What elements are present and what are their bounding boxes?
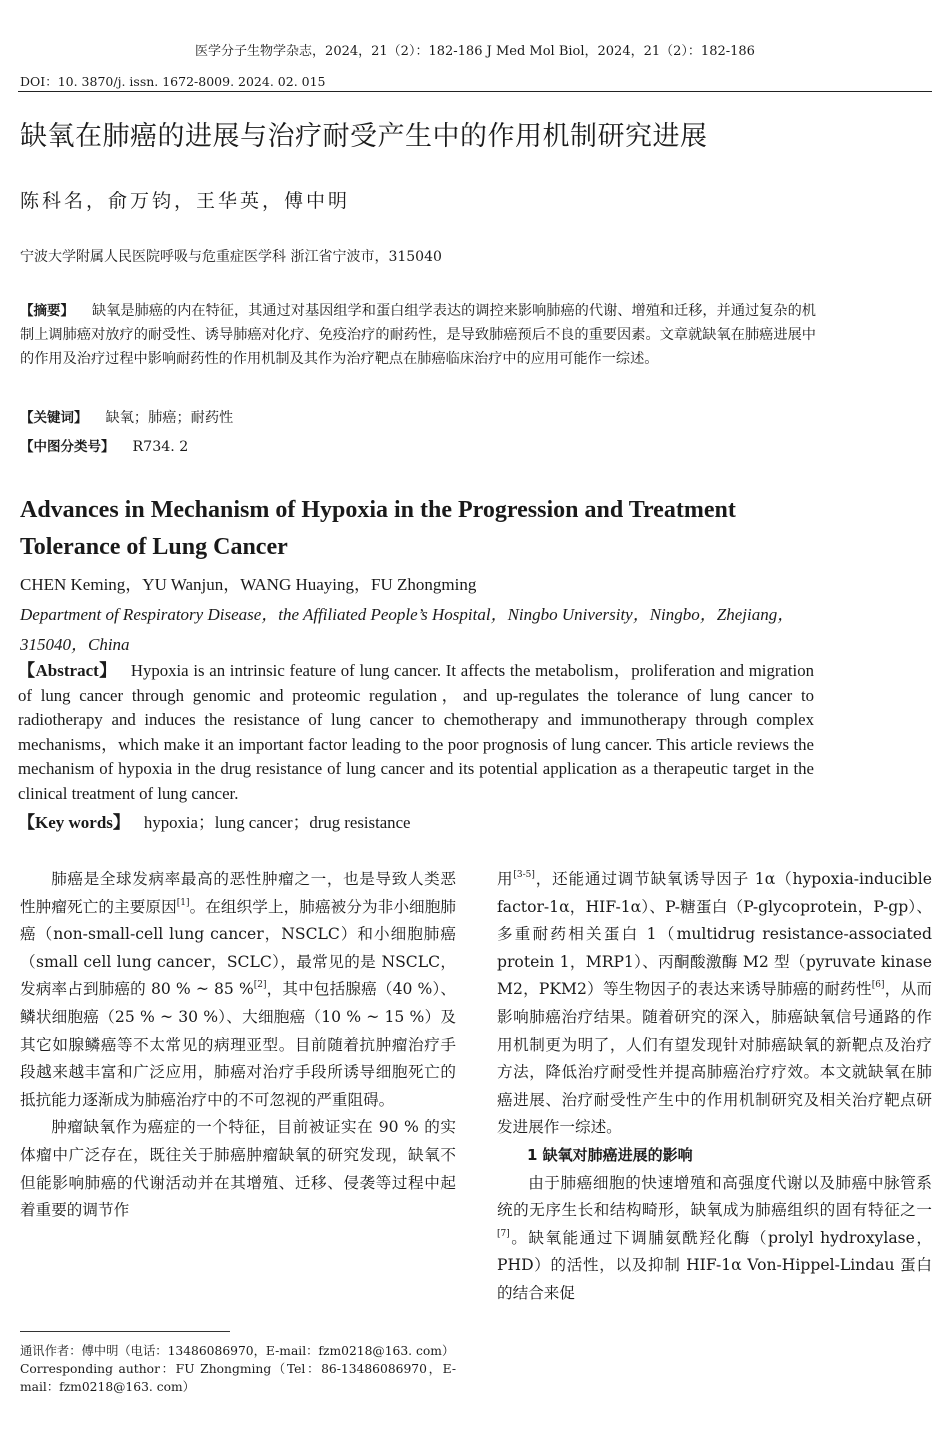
footnote-cn: 通讯作者：傅中明（电话：13486086970，E-mail：fzm0218@163. com）: [20, 1344, 455, 1358]
en-abstract-text: Hypoxia is an intrinsic feature of lung cancer. It affects the metabolism，proliferation and migration of lung cancer through genomic and proteomic regulation，and up-regulates the tolerance of lung cancer to radiotherapy and induces the resistance of lung cancer to chemotherapy and immunotherapy through complex mechanisms，which make it an important factor leading to the poor prognosis of lung cancer. This article reviews the mechanism of hypoxia in the drug resistance of lung cancer and its potential application as a therapeutic target in the clinical treatment of lung cancer.: [18, 661, 815, 803]
english-affiliation: Department of Respiratory Disease，the Affiliated People’s Hospital，Ningbo University，Ningbo，Zhejiang，315040，China: [20, 605, 795, 654]
citation[interactable]: [7]: [497, 1228, 510, 1239]
classification-number: [20, 435, 188, 455]
citation[interactable]: [6]: [871, 980, 885, 991]
citation[interactable]: [1]: [176, 897, 190, 908]
english-title: Advances in Mechanism of Hypoxia in the Progression and Treatment Tolerance of Lung Cancer: [20, 497, 736, 560]
english-abstract: [18, 659, 814, 806]
en-keywords-text: hypoxia；lung cancer；drug resistance: [143, 813, 411, 832]
english-keywords: [18, 808, 410, 833]
footnote-en: Corresponding author：FU Zhongming（Tel：86-13486086970，E-mail：fzm0218@163. com）: [20, 1362, 456, 1394]
section-heading: 1 缺氧对肺癌进展的影响: [527, 1145, 693, 1164]
en-abstract-label: 【Abstract】: [18, 661, 117, 680]
body-left-column: [20, 866, 456, 1225]
body-paragraph: 用[3-5]，还能通过调节缺氧诱导因子 1α（hypoxia-inducible factor-1α，HIF-1α）、P-糖蛋白（P-glycoprotein，P-gp）、多重耐药相关蛋白 1（multidrug resistance-associated protein 1，MRP1）、丙酮酸激酶 M2 型（pyruvate kinase M2，PKM2）等生物因子的表达来诱导肺癌的耐药性[6]，从而影响肺癌治疗结果。随着研究的深入，肺癌缺氧信号通路的作用机制更为明了，人们有望发现针对肺癌缺氧的新靶点及治疗方法，降低治疗耐受性并提高肺癌治疗疗效。本文就缺氧在肺癌进展、治疗耐受性产生中的作用机制研究及相关治疗靶点研发进展作一综述。: [497, 870, 932, 1137]
en-keywords-label: 【Key words】: [18, 813, 130, 832]
chinese-abstract: [20, 299, 816, 371]
body-paragraph: 肿瘤缺氧作为癌症的一个特征，目前被证实在 90 % 的实体瘤中广泛存在，既往关于肺癌肿瘤缺氧的研究发现，缺氧不但能影响肺癌的代谢活动并在其增殖、迁移、侵袭等过程中起着重要的调节作: [20, 1118, 456, 1220]
abstract-label: 【摘要】: [20, 303, 75, 319]
header-rule: [18, 91, 932, 92]
body-right-column: [497, 866, 932, 1308]
chinese-title: 缺氧在肺癌的进展与治疗耐受产生中的作用机制研究进展: [20, 121, 708, 152]
footnote-rule: [20, 1331, 230, 1332]
class-label: 【中图分类号】: [20, 439, 115, 455]
citation[interactable]: [3-5]: [513, 870, 535, 880]
chinese-keywords: [20, 406, 233, 427]
keywords-label: 【关键词】: [20, 410, 88, 426]
citation[interactable]: [2]: [253, 980, 267, 991]
body-paragraph: 由于肺癌细胞的快速增殖和高强度代谢以及肺癌中脉管系统的无序生长和结构畸形，缺氧成为肺癌组织的固有特征之一[7]。缺氧能通过下调脯氨酰羟化酶（prolyl hydroxylase，PHD）的活性，以及抑制 HIF-1α Von-Hippel-Lindau 蛋白的结合来促: [497, 1173, 932, 1302]
corresponding-author-footnote: [20, 1342, 456, 1396]
chinese-authors: 陈科名，俞万钧，王华英，傅中明: [20, 190, 351, 212]
class-value: R734. 2: [132, 439, 189, 455]
chinese-affiliation: 宁波大学附属人民医院呼吸与危重症医学科 浙江省宁波市，315040: [20, 249, 442, 265]
journal-header: 医学分子生物学杂志，2024，21（2）：182-186 J Med Mol Biol，2024，21（2）：182-186: [195, 44, 755, 59]
body-paragraph: 肺癌是全球发病率最高的恶性肿瘤之一，也是导致人类恶性肿瘤死亡的主要原因[1]。在组织学上，肺癌被分为非小细胞肺癌（non-small-cell lung cancer，NSCLC）和小细胞肺癌（small cell lung cancer，SCLC），最常见的是 NSCLC，发病率占到肺癌的 80 % ~ 85 %[2]，其中包括腺癌（40 %）、鳞状细胞癌（25 % ~ 30 %）、大细胞癌（10 % ~ 15 %）及其它如腺鳞癌等不太常见的病理亚型。目前随着抗肿瘤治疗手段越来越丰富和广泛应用，肺癌对治疗手段所诱导细胞死亡的抵抗能力逐渐成为肺癌治疗中的不可忽视的严重阻碍。: [20, 870, 456, 1109]
doi-line: DOI：10. 3870/j. issn. 1672-8009. 2024. 02. 015: [20, 74, 326, 89]
abstract-text: 缺氧是肺癌的内在特征，其通过对基因组学和蛋白组学表达的调控来影响肺癌的代谢、增殖和迁移，并通过复杂的机制上调肺癌对放疗的耐受性、诱导肺癌对化疗、免疫治疗的耐药性，是导致肺癌预后不良的重要因素。文章就缺氧在肺癌进展中的作用及治疗过程中影响耐药性的作用机制及其作为治疗靶点在肺癌临床治疗中的应用可能作一综述。: [20, 303, 816, 367]
english-authors: CHEN Keming，YU Wanjun，WANG Huaying，FU Zhongming: [20, 575, 477, 594]
keywords-text: 缺氧；肺癌；耐药性: [105, 410, 234, 426]
